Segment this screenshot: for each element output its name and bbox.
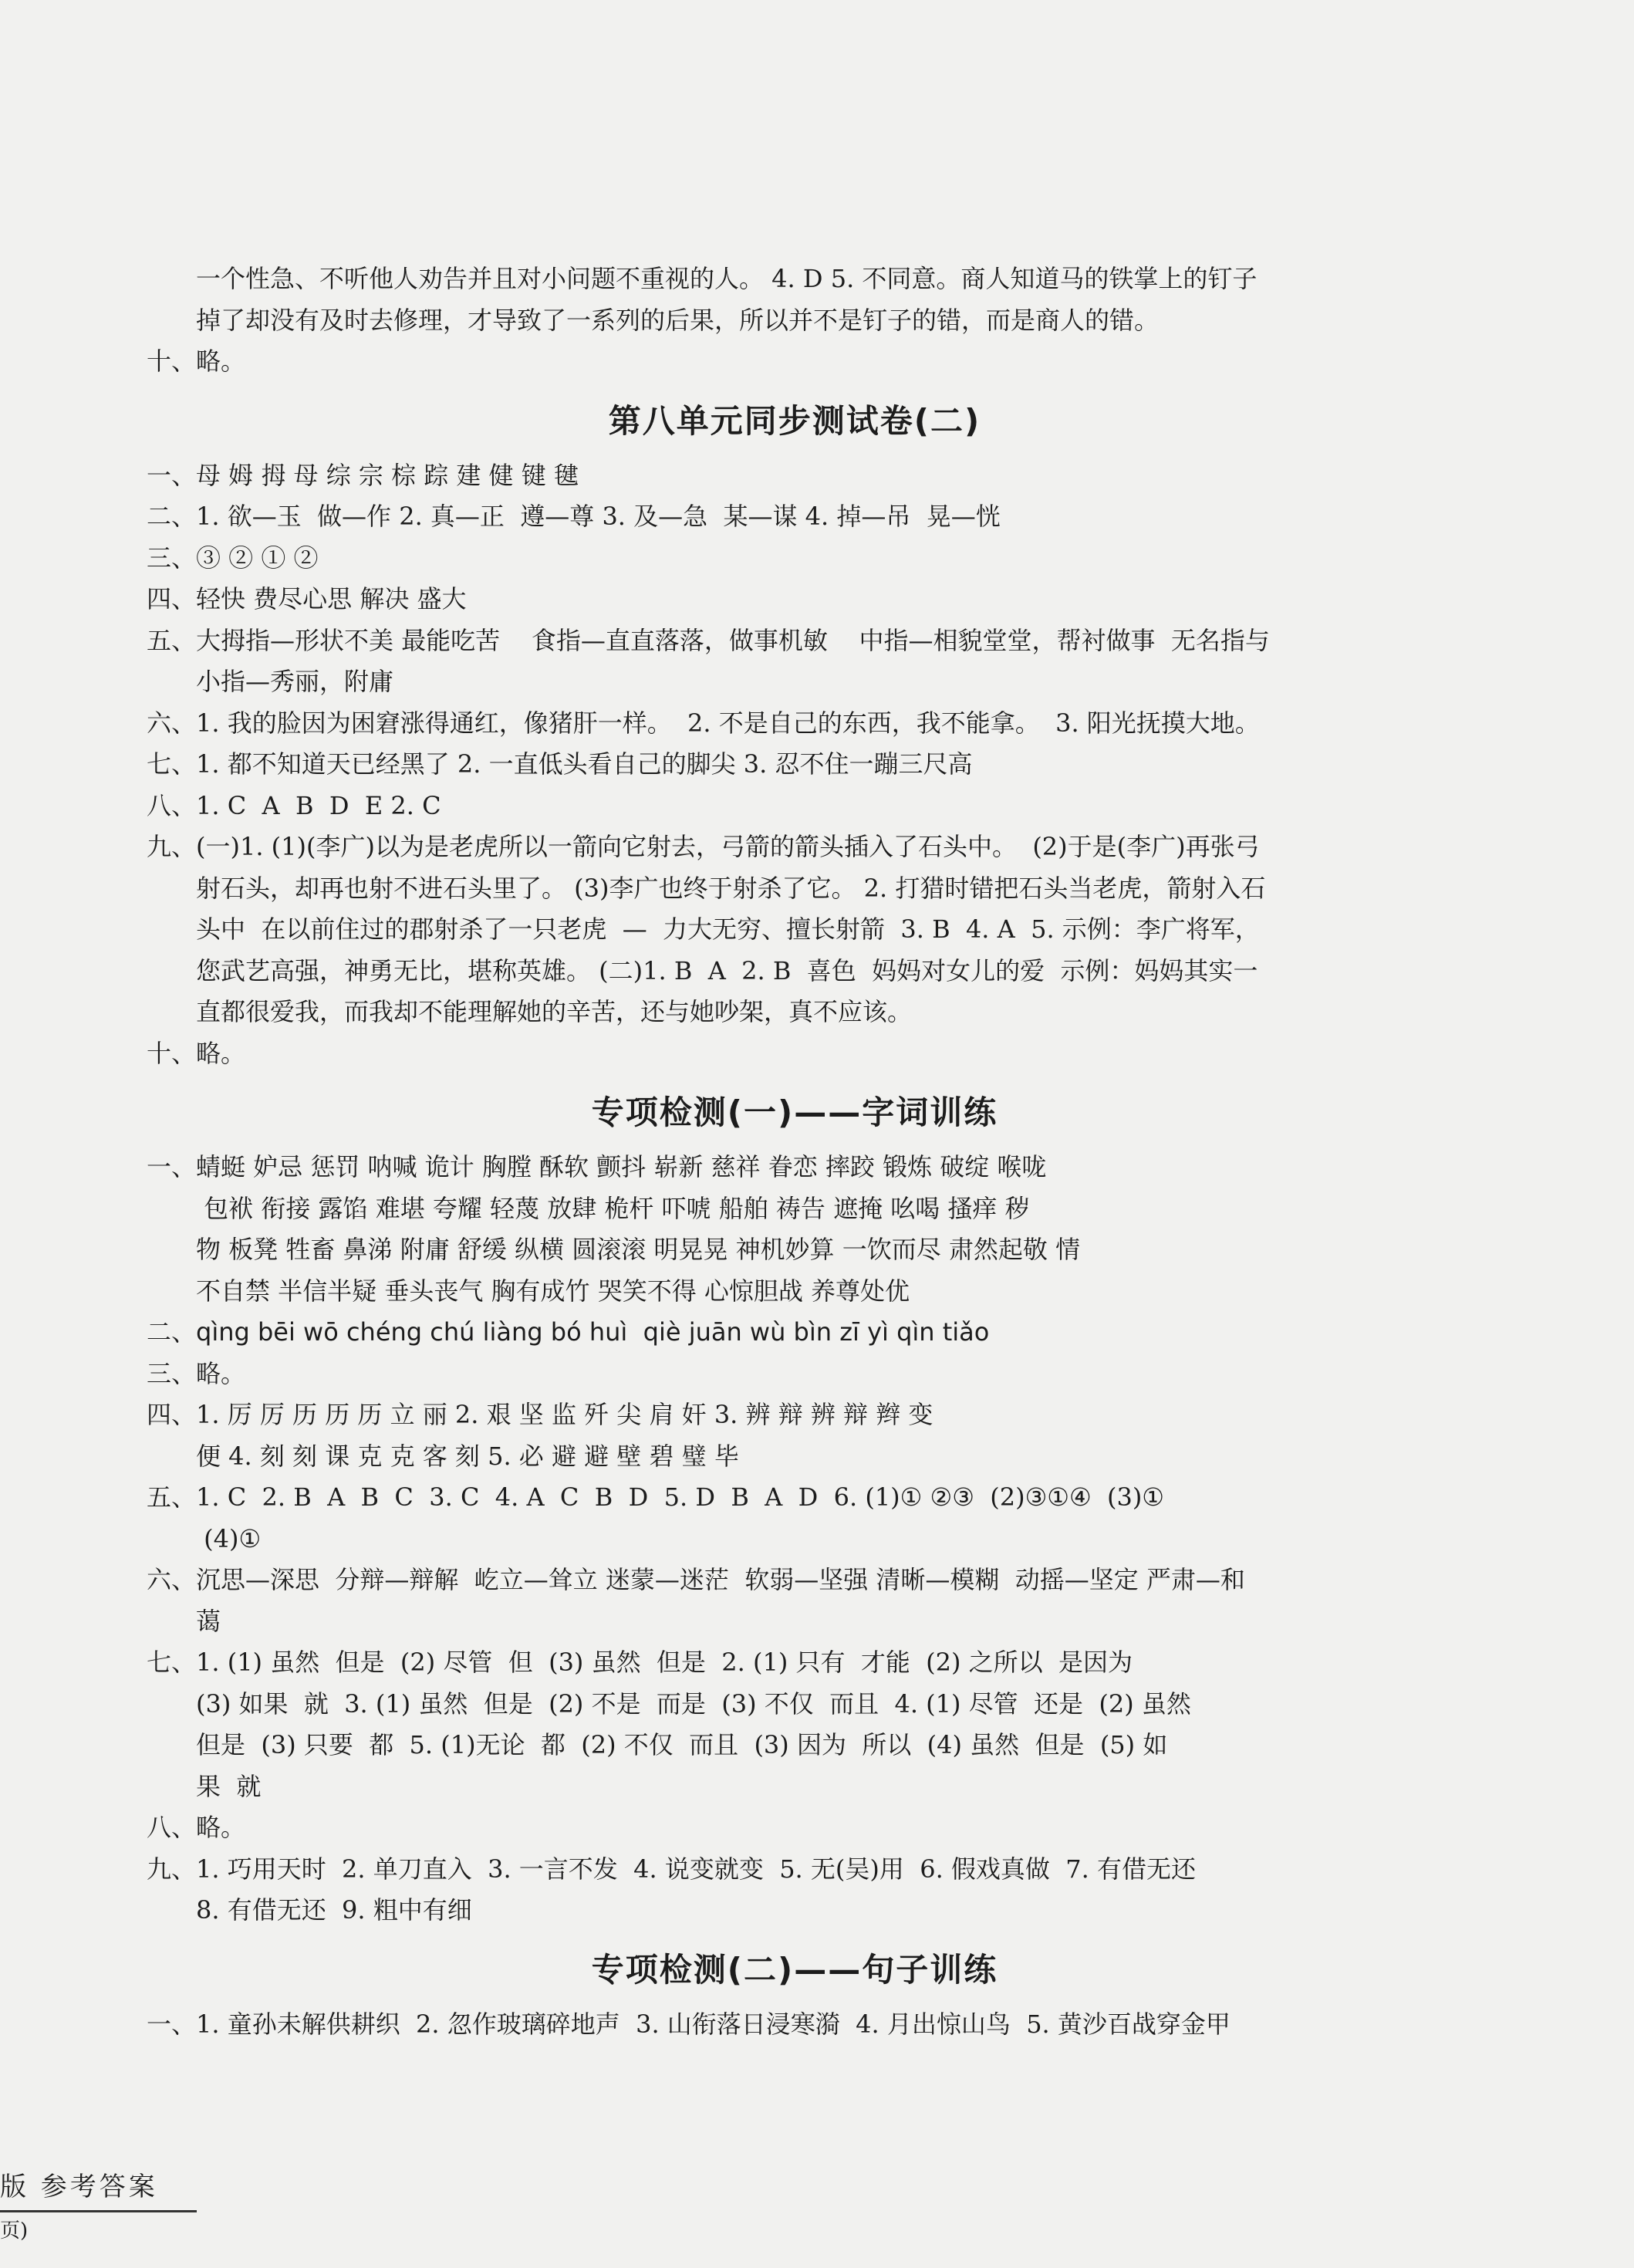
footer-page-note: 页) <box>0 2219 29 2243</box>
answer-line-continued: 包袱 衔接 露馅 难堪 夸耀 轻蔑 放肆 桅杆 吓唬 船舶 祷告 遮掩 吆喝 搔痒 秽 <box>196 1193 1030 1223</box>
answer-line: 七、1. (1) 虽然 但是 (2) 尽管 但 (3) 虽然 但是 2. (1) 只有 才能 (2) 之所以 是因为 <box>147 1648 1133 1677</box>
answer-line: 一、蜻蜓 妒忌 惩罚 呐喊 诡计 胸膛 酥软 颤抖 崭新 慈祥 眷恋 摔跤 锻炼 破绽 喉咙 <box>147 1152 1047 1181</box>
answer-line: 六、沉思—深思 分辩—辩解 屹立—耸立 迷蒙—迷茫 软弱—坚强 清晰—模糊 动摇—坚定 严肃—和 <box>147 1565 1245 1594</box>
answer-line: 五、大拇指—形状不美 最能吃苦 食指—直直落落，做事机敏 中指—相貌堂堂，帮衬做事 无名指与 <box>147 625 1270 655</box>
answer-line: 九、(一)1. (1)(李广)以为是老虎所以一箭向它射去，弓箭的箭头插入了石头中。 (2)于是(李广)再张弓 <box>147 832 1260 861</box>
answer-line-continued: (4)① <box>196 1523 262 1553</box>
answer-line-continued: 便 4. 刻 刻 课 克 克 客 刻 5. 必 避 避 壁 碧 璧 毕 <box>196 1441 739 1471</box>
answer-line-continued: 8. 有借无还 9. 粗中有细 <box>196 1895 472 1925</box>
answer-line-continued: 物 板凳 牲畜 鼻涕 附庸 舒缓 纵横 圆滚滚 明晃晃 神机妙算 一饮而尽 肃然起敬 情 <box>196 1235 1081 1264</box>
answer-line-continued: 一个性急、不听他人劝告并且对小问题不重视的人。 4. D 5. 不同意。商人知道马的铁掌上的钉子 <box>196 264 1258 293</box>
answer-line-continued: 但是 (3) 只要 都 5. (1)无论 都 (2) 不仅 而且 (3) 因为 所以 (4) 虽然 但是 (5) 如 <box>196 1730 1168 1759</box>
answer-line: 三、③ ② ① ② <box>147 542 319 573</box>
answer-line-continued: 射石头，却再也射不进石头里了。 (3)李广也终于射杀了它。 2. 打猎时错把石头当老虎，箭射入石 <box>196 873 1266 903</box>
answer-line: 十、略。 <box>147 1038 246 1068</box>
answer-line: 四、1. 厉 厉 历 历 历 立 丽 2. 艰 坚 监 歼 尖 肩 奸 3. 辨 辩 辨 辩 辫 变 <box>147 1400 933 1429</box>
answer-line: 五、1. C 2. B A B C 3. C 4. A C B D 5. D B A D 6. (1)① ②③ (2)③①④ (3)① <box>147 1482 1164 1512</box>
section-title: 专项检测(二)——句子训练 <box>591 1950 998 1989</box>
answer-content <box>147 259 1443 2045</box>
answer-line-continued: 蔼 <box>196 1606 221 1636</box>
answer-line-continued: 直都很爱我，而我却不能理解她的辛苦，还与她吵架，真不应该。 <box>196 997 913 1026</box>
answer-line: 一、1. 童孙未解供耕织 2. 忽作玻璃碎地声 3. 山衔落日浸寒漪 4. 月出惊山鸟 5. 黄沙百战穿金甲 <box>147 2009 1231 2039</box>
answer-line-continued: (3) 如果 就 3. (1) 虽然 但是 (2) 不是 而是 (3) 不仅 而且 4. (1) 尽管 还是 (2) 虽然 <box>196 1688 1191 1719</box>
answer-line-continued: 掉了却没有及时去修理，才导致了一系列的后果，所以并不是钉子的错，而是商人的错。 <box>196 305 1160 335</box>
footer-label: 版 参考答案 <box>0 2172 158 2202</box>
answer-line-continued: 不自禁 半信半疑 垂头丧气 胸有成竹 哭笑不得 心惊胆战 养尊处优 <box>196 1276 910 1306</box>
answer-line: 三、略。 <box>147 1358 246 1388</box>
answer-line-continued: 您武艺高强，神勇无比，堪称英雄。 (二)1. B A 2. B 喜色 妈妈对女儿的爱 示例：妈妈其实一 <box>196 955 1258 985</box>
section-title: 第八单元同步测试卷(二) <box>608 401 981 440</box>
answer-line-continued: 果 就 <box>196 1771 262 1801</box>
section-title: 专项检测(一)——字词训练 <box>591 1093 998 1131</box>
answer-line: 一、母 姆 拇 母 综 宗 棕 踪 建 健 键 毽 <box>147 460 579 490</box>
answer-line: 八、略。 <box>147 1813 246 1842</box>
answer-line: 二、1. 欲—玉 做—作 2. 真—正 遵—尊 3. 及—急 某—谋 4. 掉—吊 晃—恍 <box>147 502 1001 531</box>
answer-line: 七、1. 都不知道天已经黑了 2. 一直低头看自己的脚尖 3. 忍不住一蹦三尺高 <box>147 749 973 779</box>
answer-line-continued: 头中 在以前住过的郡射杀了一只老虎 — 力大无穷、擅长射箭 3. B 4. A 5. 示例：李广将军， <box>196 914 1260 944</box>
answer-line-pinyin: 二、qìng bēi wō chéng chú liàng bó huì qiè juān wù bìn zī yì qìn tiǎo <box>147 1317 990 1347</box>
answer-line: 四、轻快 费尽心思 解决 盛大 <box>147 584 467 613</box>
answer-line: 六、1. 我的脸因为困窘涨得通红，像猪肝一样。 2. 不是自己的东西，我不能拿。 3. 阳光抚摸大地。 <box>147 708 1260 738</box>
answer-line-continued: 小指—秀丽，附庸 <box>196 667 394 696</box>
answer-line: 十、略。 <box>147 346 246 376</box>
answer-line: 八、1. C A B D E 2. C <box>147 790 441 820</box>
answer-line: 九、1. 巧用天时 2. 单刀直入 3. 一言不发 4. 说变就变 5. 无(吴)用 6. 假戏真做 7. 有借无还 <box>147 1854 1196 1884</box>
footer-rule <box>0 2210 197 2212</box>
